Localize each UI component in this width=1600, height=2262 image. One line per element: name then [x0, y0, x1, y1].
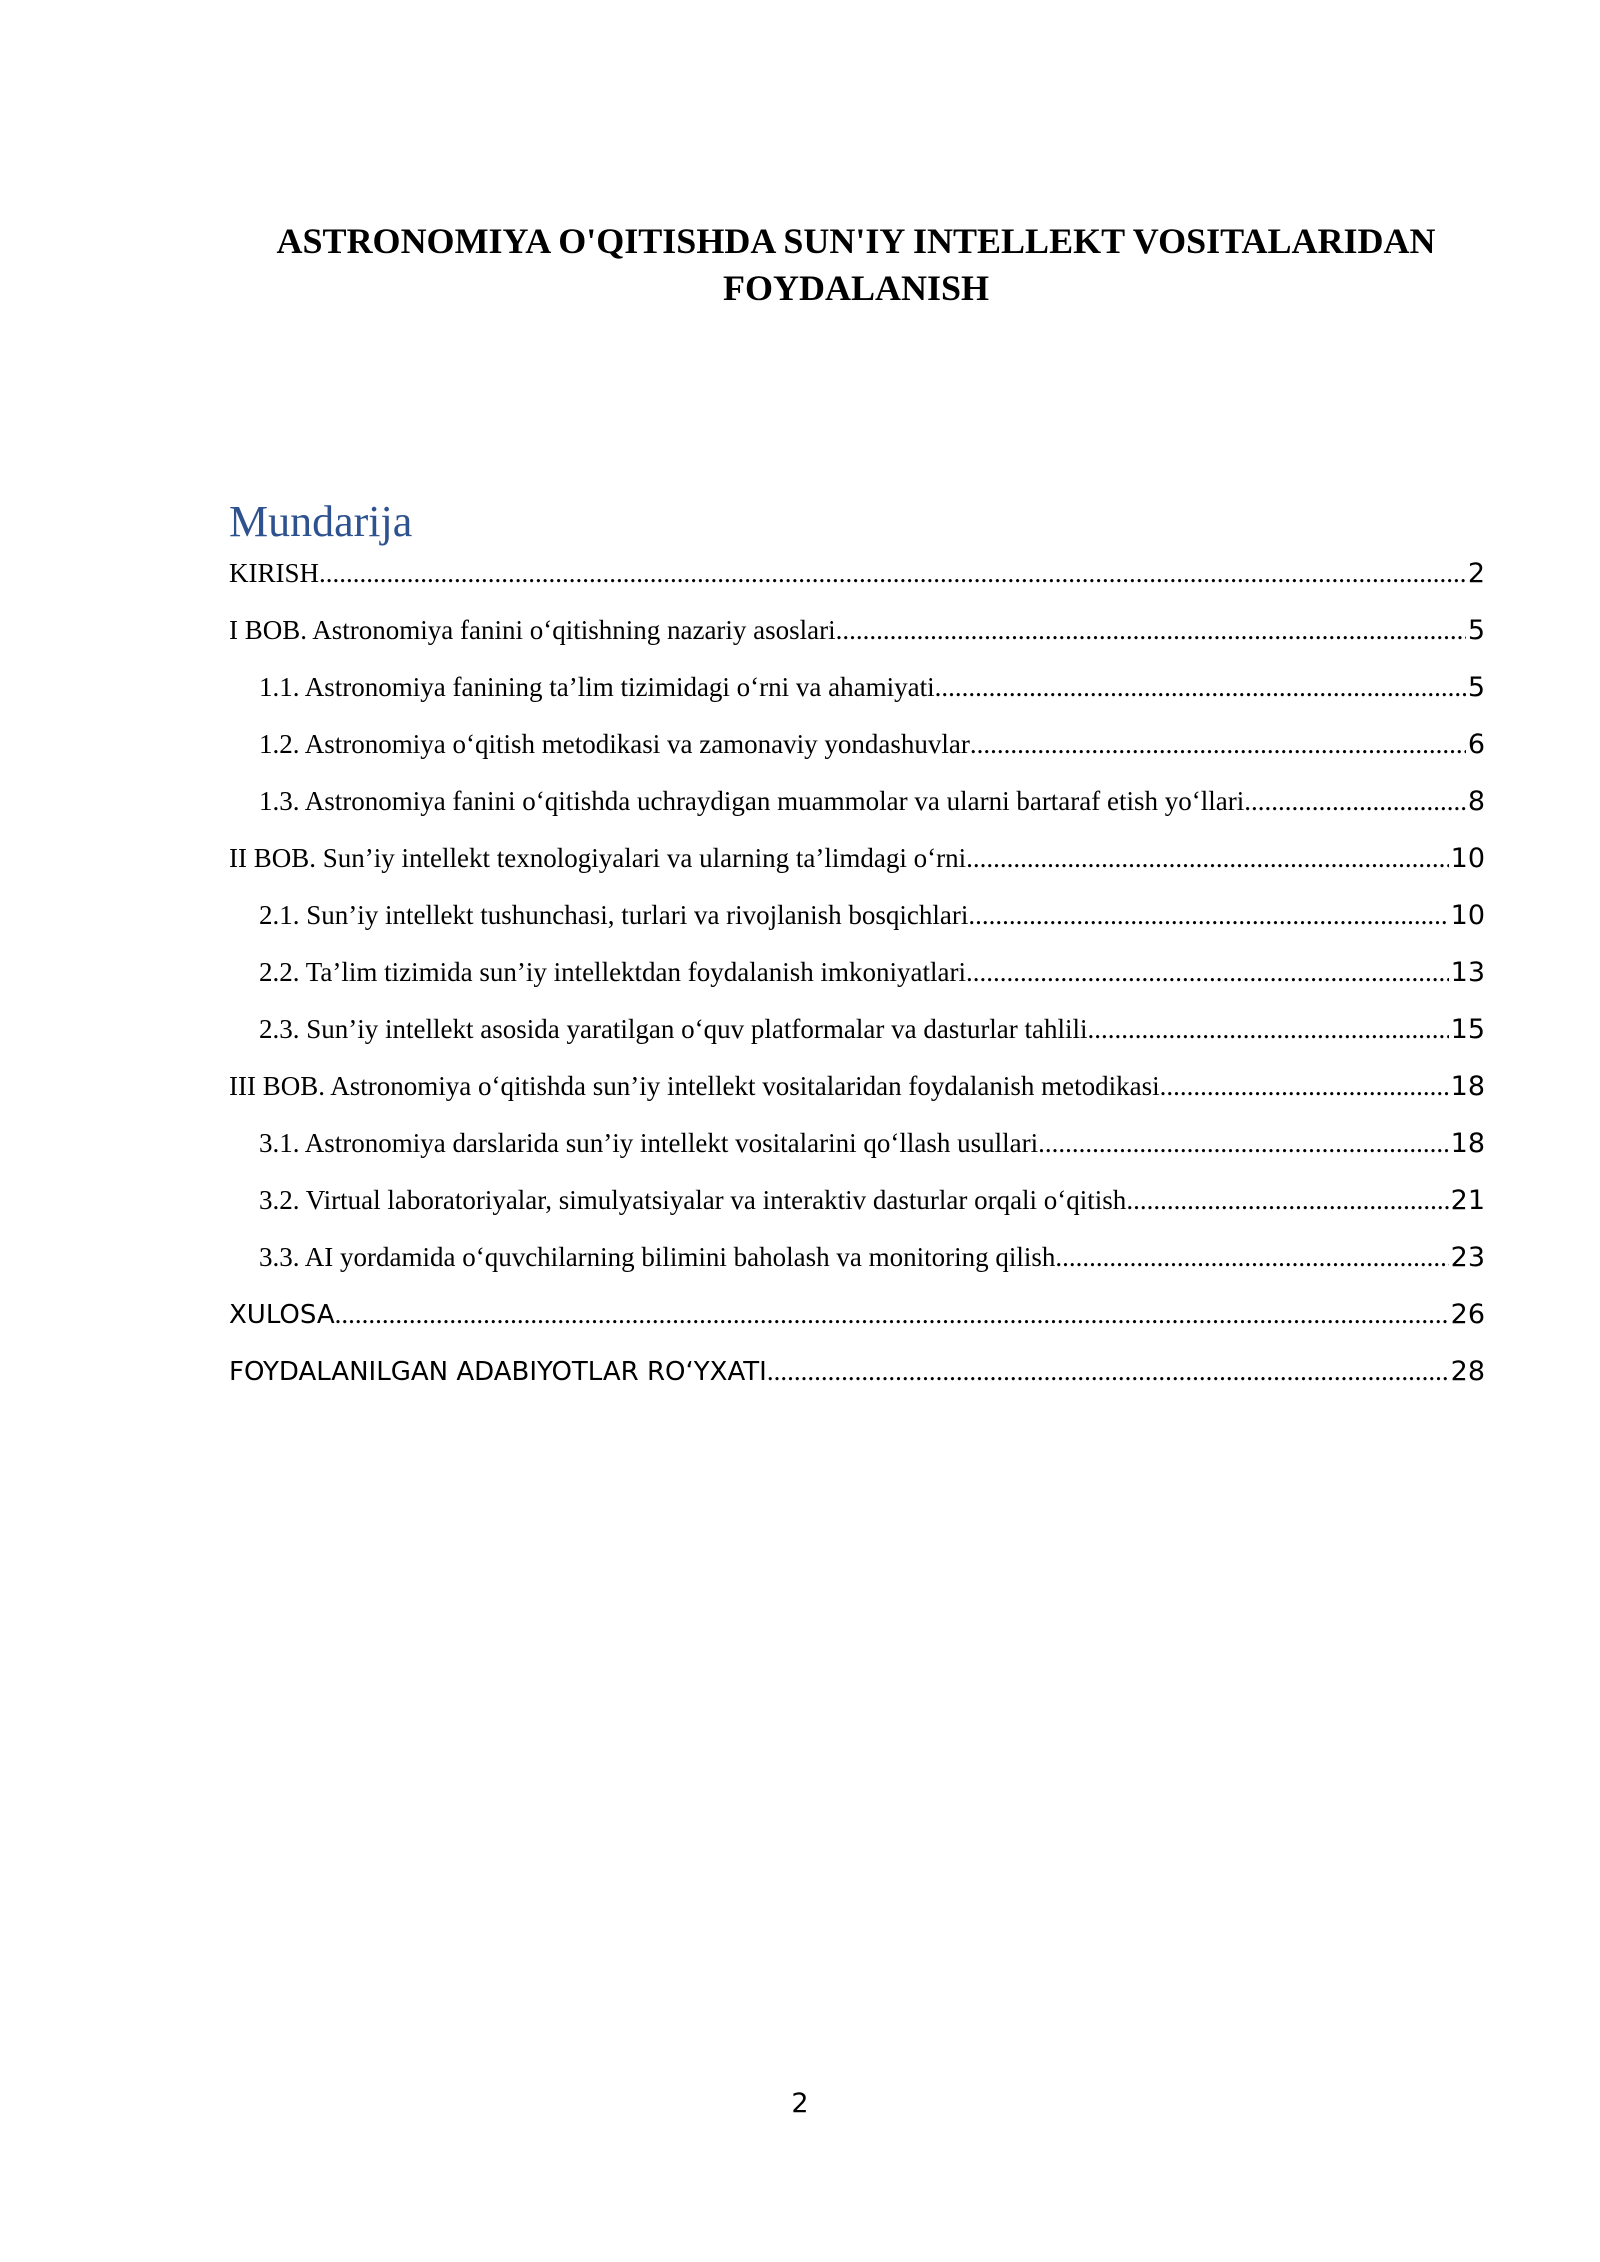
toc-leader-dots [966, 843, 1449, 874]
toc-entry-page: 21 [1450, 1185, 1485, 1216]
toc-leader-dots [767, 1356, 1449, 1387]
toc-entry-kirish[interactable] [229, 545, 1485, 602]
toc-entry-title: 3.1. Astronomiya darslarida sun’iy intellekt vositalarini qo‘llash usullari [259, 1128, 1039, 1158]
toc-entry-title: 2.2. Ta’lim tizimida sun’iy intellektdan foydalanish imkoniyatlari [259, 957, 966, 987]
toc-entry-page: 23 [1450, 1242, 1485, 1273]
toc-leader-dots [968, 900, 1448, 931]
toc-entry-section-2-2[interactable] [229, 944, 1485, 1001]
toc-leader-dots [970, 729, 1466, 760]
document-title [180, 218, 1532, 312]
table-of-contents [229, 545, 1485, 1400]
toc-entry-title: FOYDALANILGAN ADABIYOTLAR RO‘YXATI [229, 1356, 767, 1387]
toc-leader-dots [335, 1299, 1449, 1330]
toc-entry-title: XULOSA [229, 1299, 335, 1330]
toc-entry-chapter-2[interactable] [229, 830, 1485, 887]
toc-entry-title: 2.1. Sun’iy intellekt tushunchasi, turlari va rivojlanish bosqichlari [259, 900, 969, 930]
toc-entry-page: 5 [1467, 672, 1485, 703]
toc-leader-dots [966, 957, 1449, 988]
toc-entry-page: 18 [1450, 1071, 1485, 1102]
toc-leader-dots [1038, 1128, 1449, 1159]
toc-entry-title: II BOB. Sun’iy intellekt texnologiyalari va ularning ta’limdagi o‘rni [229, 843, 967, 873]
toc-entry-page: 26 [1450, 1299, 1485, 1330]
toc-entry-page: 13 [1450, 957, 1485, 988]
toc-entry-xulosa[interactable] [229, 1286, 1485, 1343]
toc-entry-page: 2 [1467, 558, 1485, 589]
toc-entry-section-1-3[interactable] [229, 773, 1485, 830]
toc-entry-page: 10 [1450, 843, 1485, 874]
toc-leader-dots [319, 558, 1466, 589]
toc-entry-chapter-3[interactable] [229, 1058, 1485, 1115]
document-title-line-1: ASTRONOMIYA O'QITISHDA SUN'IY INTELLEKT VOSITALARIDAN [276, 221, 1436, 261]
toc-entry-page: 10 [1450, 900, 1485, 931]
toc-entry-section-3-3[interactable] [229, 1229, 1485, 1286]
toc-entry-title: 1.2. Astronomiya o‘qitish metodikasi va zamonaviy yondashuvlar [259, 729, 970, 759]
toc-entry-page: 5 [1467, 615, 1485, 646]
toc-leader-dots [1244, 786, 1466, 817]
toc-leader-dots [836, 615, 1466, 646]
toc-entry-title: 3.2. Virtual laboratoriyalar, simulyatsiyalar va interaktiv dasturlar orqali o‘qitish [259, 1185, 1127, 1215]
toc-entry-section-1-2[interactable] [229, 716, 1485, 773]
toc-entry-page: 8 [1467, 786, 1485, 817]
toc-entry-page: 15 [1450, 1014, 1485, 1045]
toc-entry-chapter-1[interactable] [229, 602, 1485, 659]
toc-entry-references[interactable] [229, 1343, 1485, 1400]
toc-entry-page: 6 [1467, 729, 1485, 760]
toc-leader-dots [935, 672, 1466, 703]
toc-entry-section-1-1[interactable] [229, 659, 1485, 716]
toc-leader-dots [1126, 1185, 1448, 1216]
toc-entry-title: 1.1. Astronomiya fanining ta’lim tizimidagi o‘rni va ahamiyati [259, 672, 935, 702]
toc-entry-page: 28 [1450, 1356, 1485, 1387]
toc-entry-section-3-2[interactable] [229, 1172, 1485, 1229]
toc-entry-title: 1.3. Astronomiya fanini o‘qitishda uchraydigan muammolar va ularni bartaraf etish yo‘llari [259, 786, 1245, 816]
toc-entry-title: I BOB. Astronomiya fanini o‘qitishning nazariy asoslari [229, 615, 836, 645]
toc-entry-page: 18 [1450, 1128, 1485, 1159]
document-title-line-2: FOYDALANISH [722, 268, 990, 308]
toc-entry-section-2-1[interactable] [229, 887, 1485, 944]
toc-entry-section-3-1[interactable] [229, 1115, 1485, 1172]
toc-entry-title: KIRISH [229, 558, 320, 588]
toc-entry-title: 2.3. Sun’iy intellekt asosida yaratilgan o‘quv platformalar va dasturlar tahlili [259, 1014, 1088, 1044]
toc-heading: Mundarija [229, 497, 413, 546]
toc-entry-section-2-3[interactable] [229, 1001, 1485, 1058]
toc-entry-title: III BOB. Astronomiya o‘qitishda sun’iy intellekt vositalaridan foydalanish metodikasi [229, 1071, 1160, 1101]
toc-entry-title: 3.3. AI yordamida o‘quvchilarning bilimini baholash va monitoring qilish [259, 1242, 1056, 1272]
toc-leader-dots [1088, 1014, 1449, 1045]
toc-leader-dots [1055, 1242, 1448, 1273]
toc-leader-dots [1160, 1071, 1449, 1102]
page-number: 2 [791, 2088, 809, 2119]
